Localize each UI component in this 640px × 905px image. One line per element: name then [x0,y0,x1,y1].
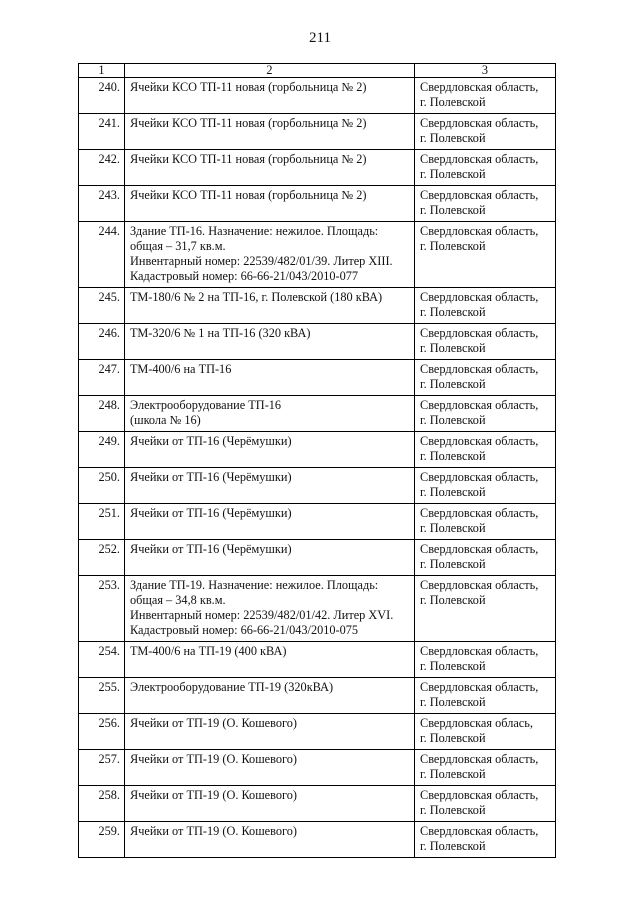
table-row [79,786,556,822]
row-number-cell: 254. [79,642,125,678]
location-cell: Свердловская область, г. Полевской [415,576,556,642]
description-cell: Ячейки КСО ТП-11 новая (горбольница № 2) [125,186,415,222]
row-number-cell: 241. [79,114,125,150]
location-cell: Свердловская область, г. Полевской [415,222,556,288]
row-number-cell: 240. [79,78,125,114]
description-cell: Электрооборудование ТП-19 (320кВА) [125,678,415,714]
row-number-cell: 258. [79,786,125,822]
table-row [79,576,556,642]
description-cell: Здание ТП-16. Назначение: нежилое. Площадь: общая – 31,7 кв.м. Инвентарный номер: 22539/482/01/39. Литер XIII. Кадастровый номер: 66-66-21/043/2010-077 [125,222,415,288]
row-number-cell: 249. [79,432,125,468]
description-cell: ТМ-400/6 на ТП-19 (400 кВА) [125,642,415,678]
description-cell: Ячейки от ТП-16 (Черёмушки) [125,540,415,576]
table-row [79,114,556,150]
description-cell: Ячейки КСО ТП-11 новая (горбольница № 2) [125,150,415,186]
table-row [79,504,556,540]
row-number-cell: 250. [79,468,125,504]
row-number-cell: 259. [79,822,125,858]
description-cell: ТМ-400/6 на ТП-16 [125,360,415,396]
location-cell: Свердловская область, г. Полевской [415,678,556,714]
table-row [79,468,556,504]
table-row [79,78,556,114]
location-cell: Свердловская область, г. Полевской [415,288,556,324]
location-cell: Свердловская область, г. Полевской [415,324,556,360]
row-number-cell: 253. [79,576,125,642]
location-cell: Свердловская область, г. Полевской [415,150,556,186]
table-row [79,540,556,576]
column-header-1: 1 [79,64,125,78]
row-number-cell: 256. [79,714,125,750]
location-cell: Свердловская область, г. Полевской [415,432,556,468]
location-cell: Свердловская область, г. Полевской [415,540,556,576]
table-row [79,678,556,714]
table-row [79,396,556,432]
description-cell: Ячейки от ТП-19 (О. Кошевого) [125,822,415,858]
description-cell: Ячейки от ТП-16 (Черёмушки) [125,468,415,504]
location-cell: Свердловская область, г. Полевской [415,822,556,858]
row-number-cell: 247. [79,360,125,396]
row-number-cell: 243. [79,186,125,222]
row-number-cell: 251. [79,504,125,540]
location-cell: Свердловская область, г. Полевской [415,642,556,678]
page-number: 211 [309,30,331,46]
table-row [79,360,556,396]
table-row [79,222,556,288]
location-cell: Свердловская область, г. Полевской [415,114,556,150]
location-cell: Свердловская область, г. Полевской [415,750,556,786]
location-cell: Свердловская облась, г. Полевской [415,714,556,750]
description-cell: Здание ТП-19. Назначение: нежилое. Площадь: общая – 34,8 кв.м. Инвентарный номер: 22539/482/01/42. Литер XVI. Кадастровый номер: 66-66-21/043/2010-075 [125,576,415,642]
table-row [79,822,556,858]
location-cell: Свердловская область, г. Полевской [415,360,556,396]
location-cell: Свердловская область, г. Полевской [415,468,556,504]
column-header-3: 3 [415,64,556,78]
description-cell: Ячейки от ТП-19 (О. Кошевого) [125,750,415,786]
location-cell: Свердловская область, г. Полевской [415,396,556,432]
row-number-cell: 245. [79,288,125,324]
row-number-cell: 257. [79,750,125,786]
table-header-row [79,64,556,78]
property-table [78,63,556,858]
column-header-2: 2 [125,64,415,78]
location-cell: Свердловская область, г. Полевской [415,786,556,822]
row-number-cell: 242. [79,150,125,186]
row-number-cell: 244. [79,222,125,288]
description-cell: ТМ-180/6 № 2 на ТП-16, г. Полевской (180 кВА) [125,288,415,324]
description-cell: Ячейки КСО ТП-11 новая (горбольница № 2) [125,78,415,114]
description-cell: Ячейки от ТП-19 (О. Кошевого) [125,714,415,750]
table-row [79,186,556,222]
table-row [79,324,556,360]
location-cell: Свердловская область, г. Полевской [415,504,556,540]
description-cell: Ячейки КСО ТП-11 новая (горбольница № 2) [125,114,415,150]
description-cell: Ячейки от ТП-16 (Черёмушки) [125,432,415,468]
description-cell: Ячейки от ТП-16 (Черёмушки) [125,504,415,540]
location-cell: Свердловская область, г. Полевской [415,78,556,114]
table-body [79,78,556,858]
table-row [79,288,556,324]
table-row [79,714,556,750]
description-cell: Электрооборудование ТП-16 (школа № 16) [125,396,415,432]
row-number-cell: 246. [79,324,125,360]
table-row [79,432,556,468]
row-number-cell: 255. [79,678,125,714]
table-row [79,750,556,786]
description-cell: Ячейки от ТП-19 (О. Кошевого) [125,786,415,822]
row-number-cell: 252. [79,540,125,576]
table-row [79,150,556,186]
row-number-cell: 248. [79,396,125,432]
location-cell: Свердловская область, г. Полевской [415,186,556,222]
description-cell: ТМ-320/6 № 1 на ТП-16 (320 кВА) [125,324,415,360]
table-row [79,642,556,678]
